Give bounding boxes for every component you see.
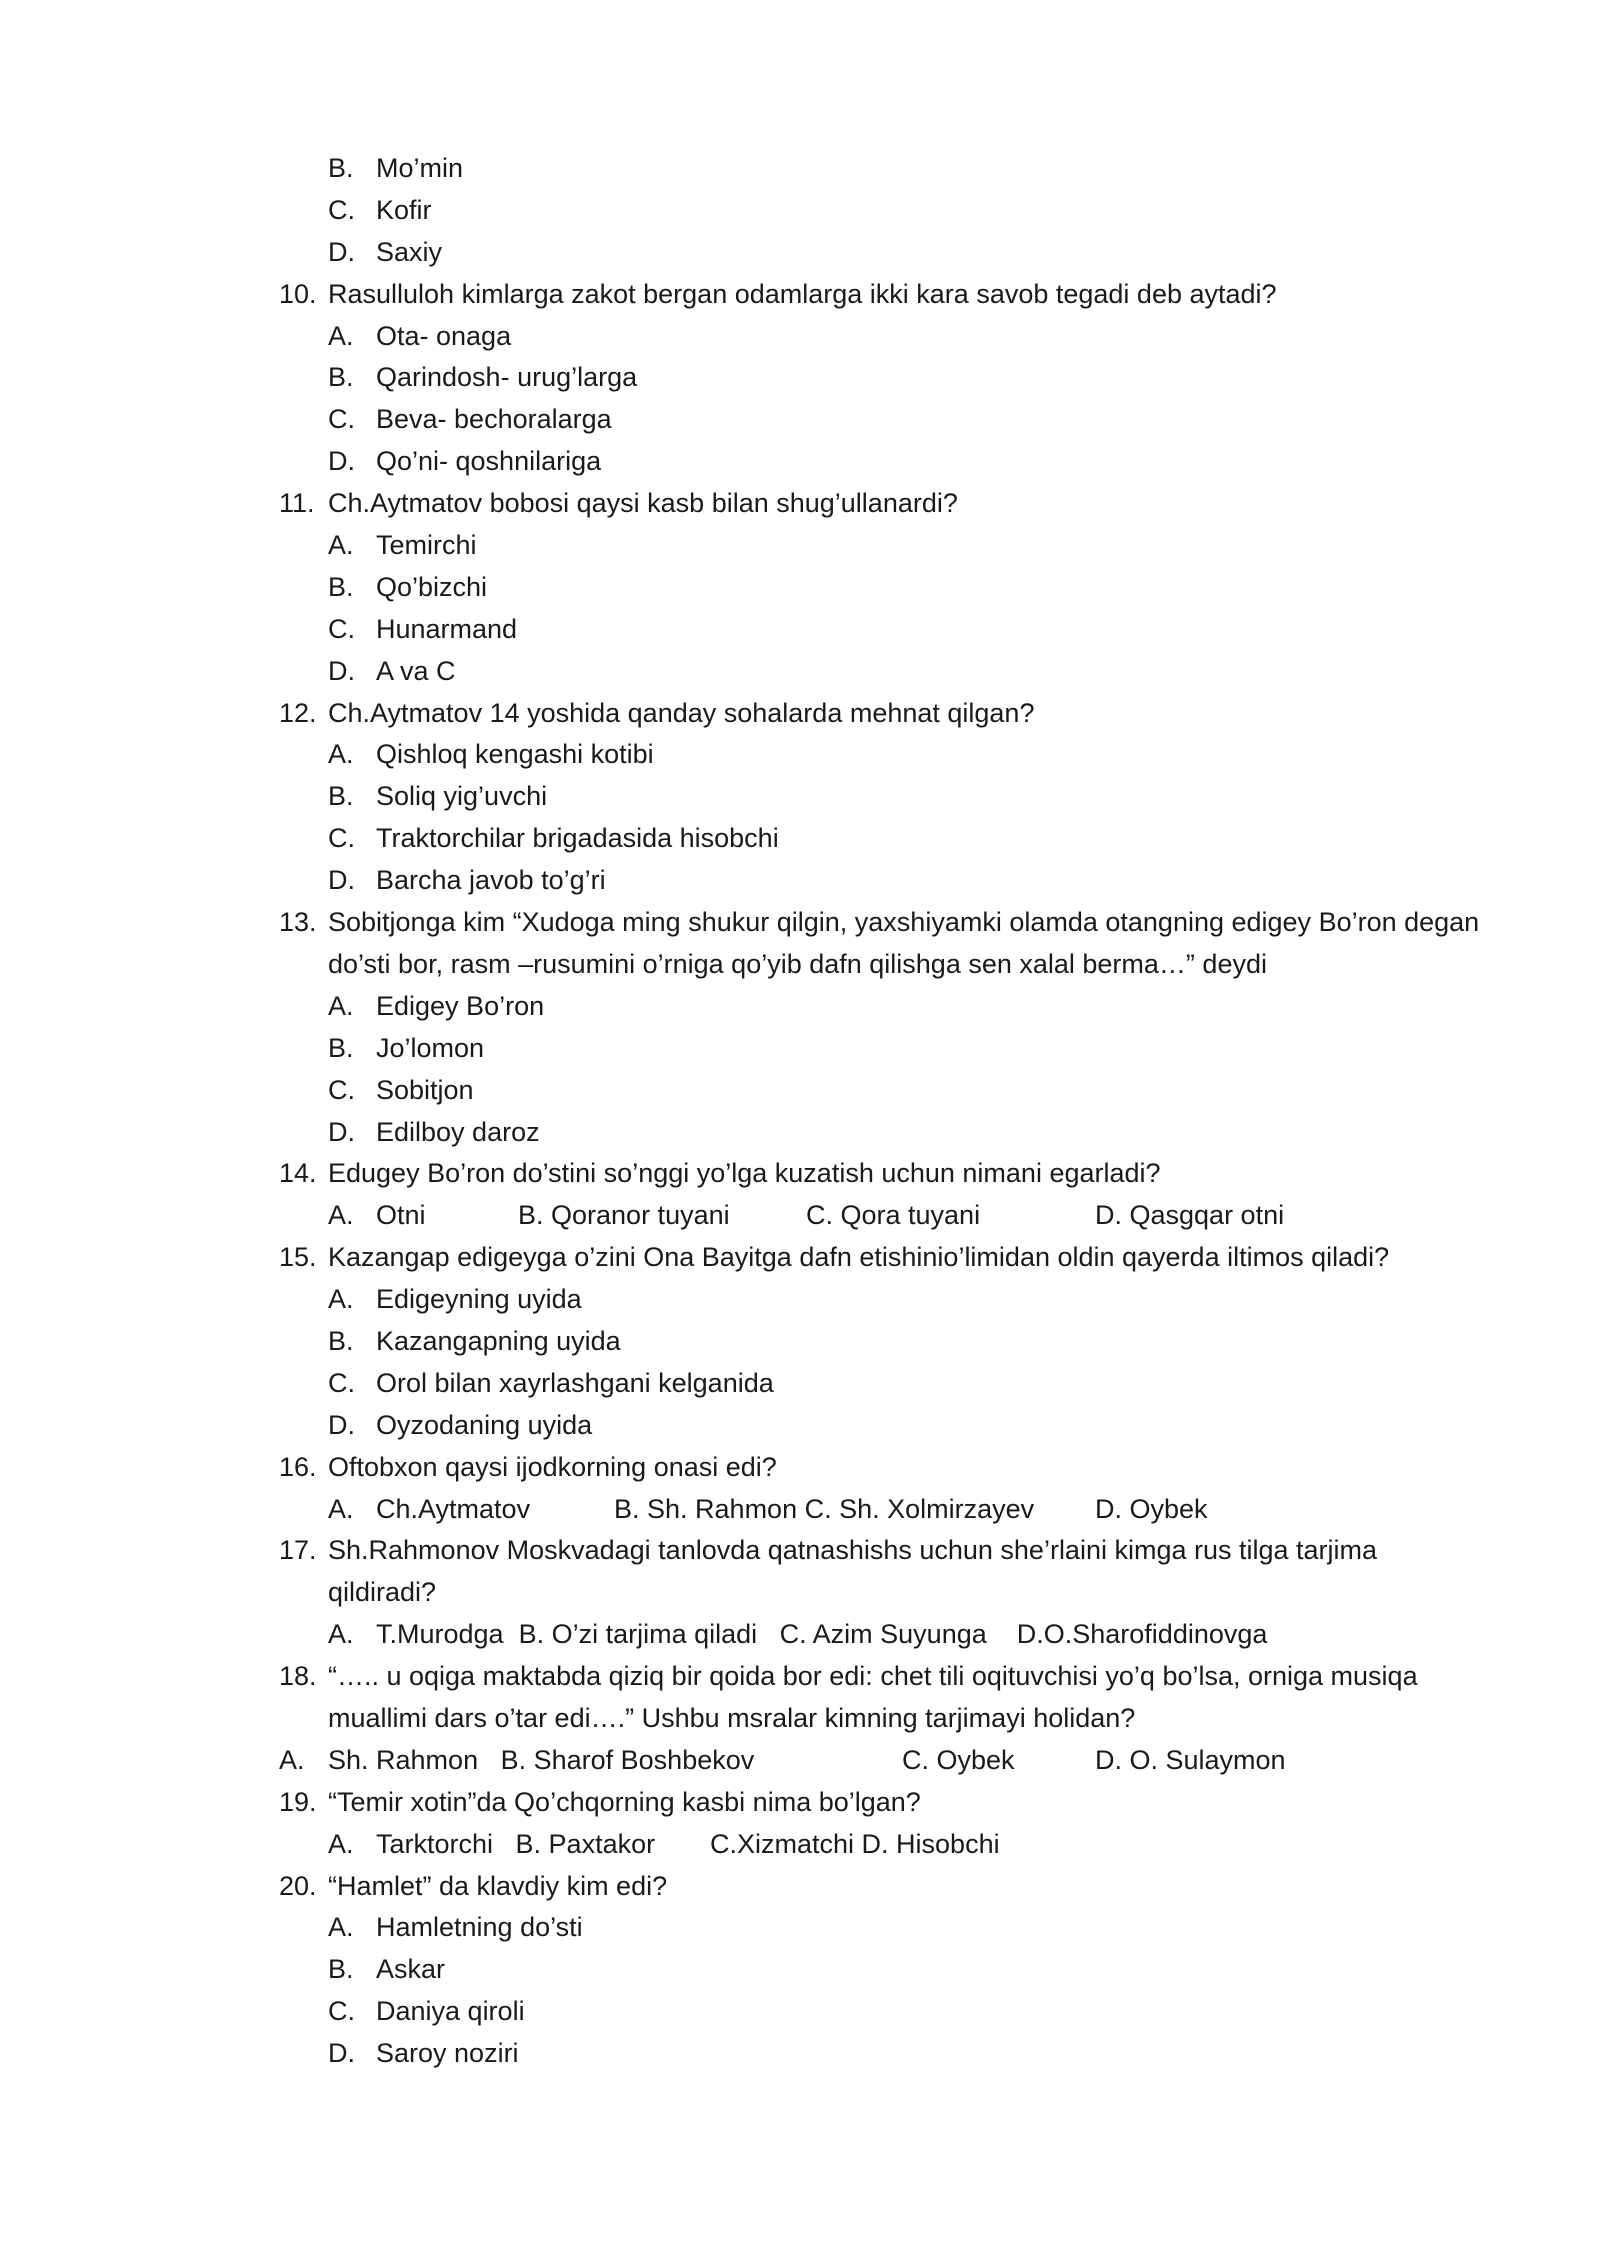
- option-11c: [0, 609, 1600, 651]
- question-text: Rasulluloh kimlarga zakot bergan odamlarga ikki kara savob tegadi deb aytadi?: [328, 278, 1277, 309]
- quiz-document: [0, 148, 1600, 2075]
- option-text: Daniya qiroli: [376, 1996, 525, 2027]
- option-10b: [0, 357, 1600, 399]
- option-13c: [0, 1070, 1600, 1112]
- option-text: Saroy noziri: [376, 2038, 519, 2069]
- option-text: Soliq yig’uvchi: [376, 781, 548, 812]
- question-number: 12.: [279, 697, 317, 728]
- option-text: Sobitjon: [376, 1074, 474, 1105]
- option-text: Qo’bizchi: [376, 571, 488, 602]
- question-number: 16.: [279, 1451, 317, 1482]
- option-9b: [0, 148, 1600, 190]
- question-text: Ch.Aytmatov bobosi qaysi kasb bilan shug’ullanardi?: [328, 488, 958, 519]
- option-text: Mo’min: [376, 153, 464, 183]
- option-text: T.Murodga B. O’zi tarjima qiladi C. Azim Suyunga D.O.Sharofiddinovga: [376, 1619, 1268, 1650]
- question-number: 11.: [279, 488, 315, 519]
- option-15a: [0, 1279, 1600, 1321]
- question-text: Sh.Rahmonov Moskvadagi tanlovda qatnashishs uchun she’rlaini kimga rus tilga tarjima qildiradi?: [328, 1535, 1378, 1608]
- option-letter: D.: [328, 1409, 355, 1440]
- option-text: Qarindosh- urug’larga: [376, 362, 638, 393]
- option-text: Edilboy daroz: [376, 1116, 540, 1147]
- option-20a: [0, 1907, 1600, 1949]
- option-13b: [0, 1028, 1600, 1070]
- option-letter: A.: [328, 1912, 354, 1943]
- option-letter: D.: [328, 236, 355, 267]
- option-letter: A.: [328, 739, 354, 770]
- option-text: Kazangapning uyida: [376, 1325, 621, 1356]
- option-letter: C.: [328, 404, 355, 435]
- option-text: Ota- onaga: [376, 320, 512, 351]
- option-text: Otni: [376, 1200, 426, 1231]
- question-number: 14.: [279, 1158, 317, 1189]
- question-number: 19.: [279, 1786, 317, 1817]
- option-10d: [0, 441, 1600, 483]
- option-13d: [0, 1112, 1600, 1154]
- option-letter: B.: [328, 781, 354, 812]
- option-letter: A.: [328, 1493, 354, 1524]
- option-letter: A.: [328, 1619, 354, 1650]
- option-12c: [0, 818, 1600, 860]
- option-text: B. Qoranor tuyani: [518, 1200, 730, 1231]
- question-text: Ch.Aytmatov 14 yoshida qanday sohalarda mehnat qilgan?: [328, 697, 1035, 728]
- question-number: 17.: [279, 1535, 317, 1566]
- question-number: 13.: [279, 907, 317, 938]
- option-letter: A.: [279, 1744, 305, 1775]
- option-text: Qishloq kengashi kotibi: [376, 739, 654, 770]
- option-letter: C.: [328, 194, 355, 225]
- question-16: [0, 1447, 1600, 1489]
- options-row-18: [0, 1740, 1600, 1782]
- question-11: [0, 483, 1600, 525]
- question-number: 10.: [279, 278, 317, 309]
- option-text: Askar: [376, 1954, 446, 1985]
- option-text: Kofir: [376, 194, 432, 225]
- option-text: Saxiy: [376, 236, 443, 267]
- option-11b: [0, 567, 1600, 609]
- question-text: Edugey Bo’ron do’stini so’nggi yo’lga kuzatish uchun nimani egarladi?: [328, 1158, 1161, 1189]
- question-18: [0, 1656, 1600, 1740]
- question-number: 15.: [279, 1242, 317, 1273]
- option-letter: C.: [328, 1996, 355, 2027]
- question-12: [0, 693, 1600, 735]
- option-letter: D.: [328, 1116, 355, 1147]
- option-13a: [0, 986, 1600, 1028]
- option-letter: D.: [328, 865, 355, 896]
- question-10: [0, 274, 1600, 316]
- option-text: Qo’ni- qoshnilariga: [376, 446, 602, 477]
- option-text: Ch.Aytmatov: [376, 1493, 531, 1524]
- option-letter: D.: [328, 655, 355, 686]
- question-text: “Hamlet” da klavdiy kim edi?: [328, 1870, 668, 1901]
- option-text: Orol bilan xayrlashgani kelganida: [376, 1367, 774, 1398]
- option-text: Edigey Bo’ron: [376, 990, 545, 1021]
- question-text: Sobitjonga kim “Xudoga ming shukur qilgin, yaxshiyamki olamda otangning edigey Bo’ron degan do’sti bor, rasm –rusumini o’rniga qo’yib dafn qilishga sen xalal berma…” deydi: [328, 907, 1480, 979]
- question-text: “Temir xotin”da Qo’chqorning kasbi nima bo’lgan?: [328, 1786, 921, 1817]
- option-text: Sh. Rahmon B. Sharof Boshbekov: [328, 1744, 755, 1775]
- question-number: 18.: [279, 1661, 317, 1692]
- option-text: B. Sh. Rahmon C. Sh. Xolmirzayev: [614, 1493, 1035, 1524]
- option-letter: D.: [328, 446, 355, 477]
- option-letter: A.: [328, 1284, 354, 1315]
- option-letter: C.: [328, 1074, 355, 1105]
- question-text: Kazangap edigeyga o’zini Ona Bayitga dafn etishinio’limidan oldin qayerda iltimos qiladi?: [328, 1242, 1390, 1273]
- option-15d: [0, 1405, 1600, 1447]
- question-17: [0, 1530, 1600, 1614]
- option-letter: C.: [328, 823, 355, 854]
- option-text: A va C: [376, 655, 456, 686]
- option-20b: [0, 1949, 1600, 1991]
- option-text: Temirchi: [376, 530, 477, 561]
- option-text: Oyzodaning uyida: [376, 1409, 593, 1440]
- option-20c: [0, 1991, 1600, 2033]
- option-letter: A.: [328, 530, 354, 561]
- option-letter: B.: [328, 571, 354, 602]
- options-row-14: [0, 1195, 1600, 1237]
- option-10c: [0, 399, 1600, 441]
- option-letter: B.: [328, 153, 354, 183]
- option-12a: [0, 734, 1600, 776]
- option-letter: A.: [328, 320, 354, 351]
- option-letter: B.: [328, 362, 354, 393]
- option-text: Edigeyning uyida: [376, 1284, 582, 1315]
- option-text: Hamletning do’sti: [376, 1912, 583, 1943]
- option-text: D. O. Sulaymon: [1095, 1744, 1286, 1775]
- option-letter: D.: [328, 2038, 355, 2069]
- question-text: “….. u oqiga maktabda qiziq bir qoida bor edi: chet tili oqituvchisi yo’q bo’lsa, orniga musiqa muallimi dars o’tar edi….” Ushbu msralar kimning tarjimayi holidan?: [328, 1661, 1418, 1733]
- question-19: [0, 1782, 1600, 1824]
- option-text: C. Oybek: [902, 1744, 1015, 1775]
- option-11d: [0, 651, 1600, 693]
- option-10a: [0, 316, 1600, 358]
- option-9d: [0, 232, 1600, 274]
- question-14: [0, 1153, 1600, 1195]
- option-text: Hunarmand: [376, 613, 518, 644]
- option-text: Beva- bechoralarga: [376, 404, 612, 435]
- question-number: 20.: [279, 1870, 317, 1901]
- option-text: Traktorchilar brigadasida hisobchi: [376, 823, 779, 854]
- option-9c: [0, 190, 1600, 232]
- option-letter: A.: [328, 1200, 354, 1231]
- option-letter: C.: [328, 1367, 355, 1398]
- option-letter: B.: [328, 1325, 354, 1356]
- option-15c: [0, 1363, 1600, 1405]
- option-letter: A.: [328, 1828, 354, 1859]
- option-12d: [0, 860, 1600, 902]
- question-15: [0, 1237, 1600, 1279]
- option-letter: B.: [328, 1954, 354, 1985]
- option-text: C. Qora tuyani: [806, 1200, 981, 1231]
- option-text: Jo’lomon: [376, 1032, 485, 1063]
- option-letter: A.: [328, 990, 354, 1021]
- option-letter: B.: [328, 1032, 354, 1063]
- option-text: Barcha javob to’g’ri: [376, 865, 606, 896]
- option-text: Tarktorchi B. Paxtakor: [376, 1828, 656, 1859]
- question-13: [0, 902, 1600, 986]
- option-15b: [0, 1321, 1600, 1363]
- question-text: Oftobxon qaysi ijodkorning onasi edi?: [328, 1451, 777, 1482]
- option-11a: [0, 525, 1600, 567]
- option-text: D. Oybek: [1095, 1493, 1208, 1524]
- option-text: D. Qasgqar otni: [1095, 1200, 1285, 1231]
- option-letter: C.: [328, 613, 355, 644]
- options-row-19: [0, 1824, 1600, 1866]
- options-row-17: [0, 1614, 1600, 1656]
- option-text: C.Xizmatchi D. Hisobchi: [710, 1828, 1000, 1859]
- option-12b: [0, 776, 1600, 818]
- options-row-16: [0, 1489, 1600, 1531]
- question-20: [0, 1866, 1600, 1908]
- option-20d: [0, 2033, 1600, 2075]
